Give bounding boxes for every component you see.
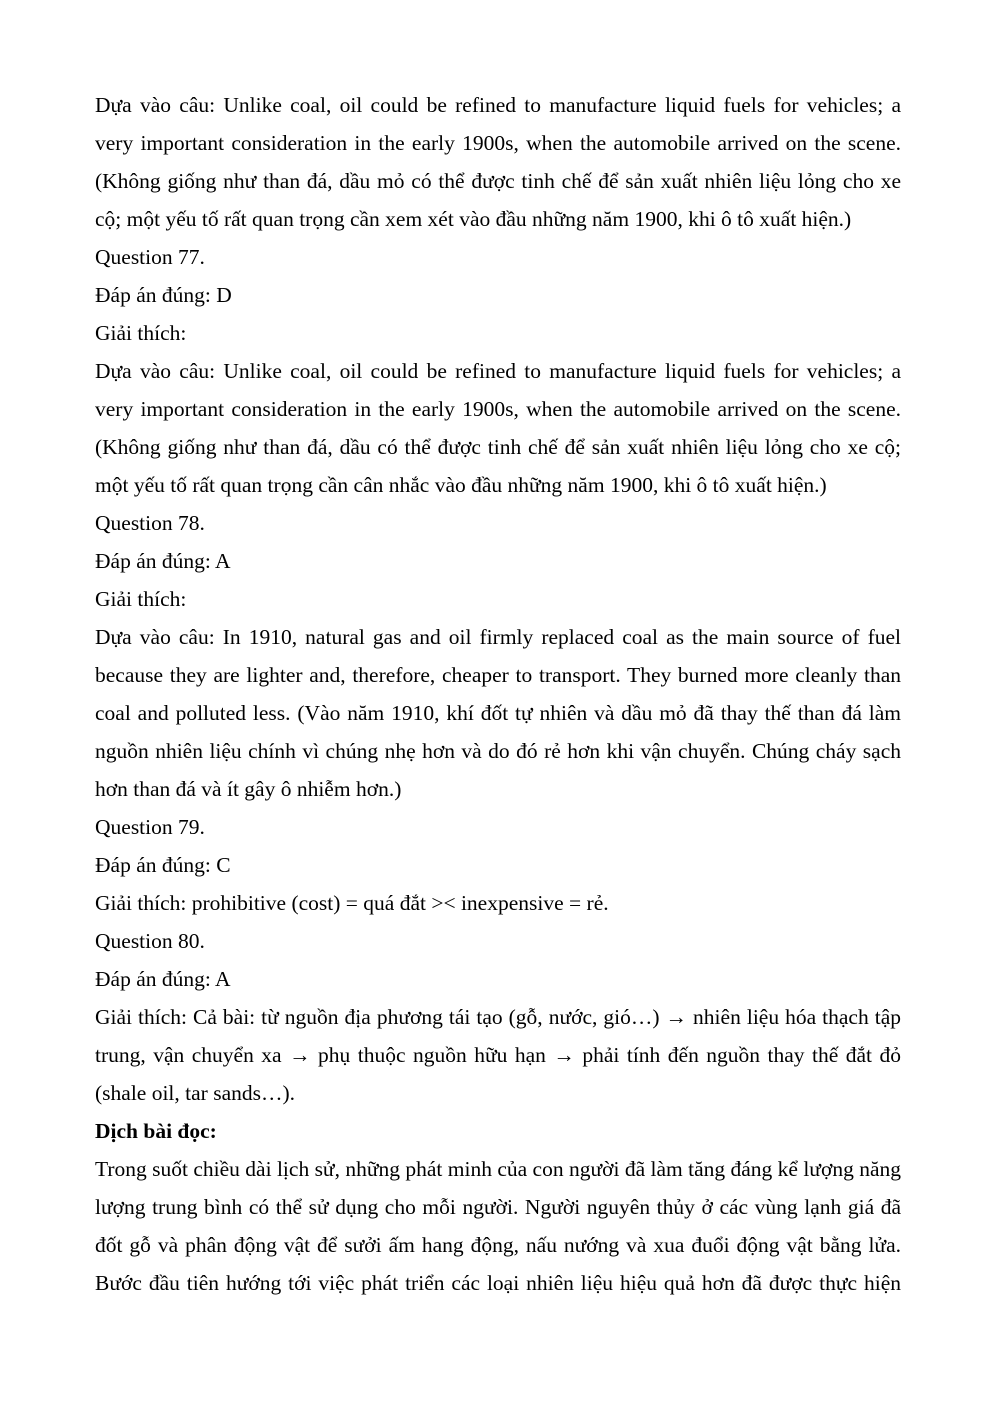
answer-80-text: Đáp án đúng: A xyxy=(95,967,231,991)
translation-paragraph: Trong suốt chiều dài lịch sử, những phát minh của con người đã làm tăng đáng kể lượng năng lượng trung bình có thể sử dụng cho mỗi người. Người nguyên thủy ở các vùng lạnh giá đã đốt gỗ và phân động vật để sưởi ấm hang động, nấu nướng và xua đuổi động vật bằng lửa. Bước đầu tiên hướng tới việc phát triển các loại nhiên liệu hiệu quả hơn đã được thực hiện xyxy=(95,1157,901,1295)
explanation-79-text: Giải thích: prohibitive (cost) = quá đắt >< inexpensive = rẻ. xyxy=(95,891,609,915)
question-79-heading: Question 79. xyxy=(95,815,205,839)
explanation-77-paragraph: Dựa vào câu: Unlike coal, oil could be refined to manufacture liquid fuels for vehicles; a very important consideration in the early 1900s, when the automobile arrived on the scene. (Không giống như than đá, dầu có thể được tinh chế để sản xuất nhiên liệu lỏng cho xe cộ; một yếu tố rất quan trọng cần cân nhắc vào đầu những năm 1900, khi ô tô xuất hiện.) xyxy=(95,359,901,497)
answer-77-text: Đáp án đúng: D xyxy=(95,283,232,307)
explanation-80-paragraph: Giải thích: Cả bài: từ nguồn địa phương tái tạo (gỗ, nước, gió…) → nhiên liệu hóa thạch tập trung, vận chuyển xa → phụ thuộc nguồn hữu hạn → phải tính đến nguồn thay thế đắt đỏ (shale oil, tar sands…). xyxy=(95,1005,901,1105)
question-80-heading: Question 80. xyxy=(95,929,205,953)
answer-79-text: Đáp án đúng: C xyxy=(95,853,231,877)
paragraph-explanation-continued: Dựa vào câu: Unlike coal, oil could be refined to manufacture liquid fuels for vehicles; a very important consideration in the early 1900s, when the automobile arrived on the scene. (Không giống như than đá, dầu mỏ có thể được tinh chế để sản xuất nhiên liệu lỏng cho xe cộ; một yếu tố rất quan trọng cần xem xét vào đầu những năm 1900, khi ô tô xuất hiện.) xyxy=(95,93,901,231)
question-78-heading: Question 78. xyxy=(95,511,205,535)
question-77-heading: Question 77. xyxy=(95,245,205,269)
document-text-area xyxy=(95,86,901,1302)
answer-78-text: Đáp án đúng: A xyxy=(95,549,231,573)
explain-label-77: Giải thích: xyxy=(95,321,187,345)
explain-label-78: Giải thích: xyxy=(95,587,187,611)
explanation-78-paragraph: Dựa vào câu: In 1910, natural gas and oil firmly replaced coal as the main source of fuel because they are lighter and, therefore, cheaper to transport. They burned more cleanly than coal and polluted less. (Vào năm 1910, khí đốt tự nhiên và dầu mỏ đã thay thế than đá làm nguồn nhiên liệu chính vì chúng nhẹ hơn và do đó rẻ hơn khi vận chuyển. Chúng cháy sạch hơn than đá và ít gây ô nhiễm hơn.) xyxy=(95,625,901,801)
translation-section-heading: Dịch bài đọc: xyxy=(95,1119,217,1143)
